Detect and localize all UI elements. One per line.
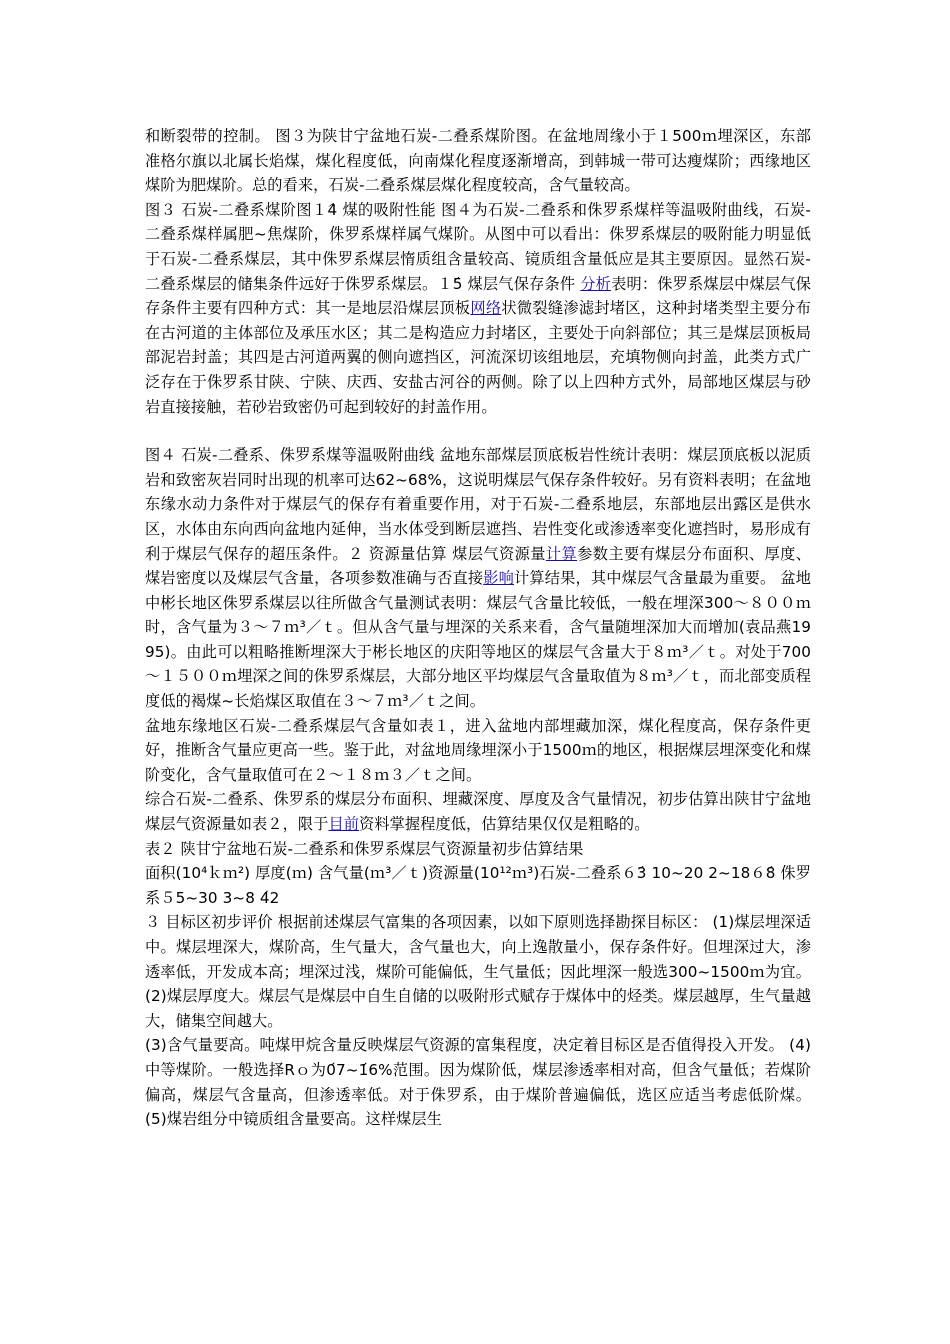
text-span: 参数主要有煤层分布面积、厚度、煤岩密度以及煤层气含量，各项参数准确与否直接 xyxy=(145,544,812,588)
link-current[interactable]: 目前 xyxy=(328,815,360,834)
text-span: 计算结果，其中煤层气含量最为重要。 盆地中彬长地区侏罗系煤层以往所做含气量测试表明：煤层气含量比较低，一般在埋深300～８００ｍ时，含气量为３～７ｍ³／ｔ。但从含气量与埋深的关系来看，含气量随埋深加大而增加(袁品燕1995)。由此可以粗略推断埋深大于彬长地区的庆阳等地区的煤层气含量大于８ｍ³／ｔ。对处于700～１５００ｍ埋深之间的侏罗系煤层，大部分地区平均煤层气含量取值为８ｍ³／ｔ，而北部变质程度低的褐煤~长焰煤区取值在３～７ｍ³／ｔ之间。 xyxy=(145,569,812,711)
link-analysis[interactable]: 分析 xyxy=(580,274,612,293)
link-network[interactable]: 网络 xyxy=(470,299,502,318)
text-span: 图３ 石炭-二叠系煤阶图１́4 煤的吸附性能 图４为石炭-二叠系和侏罗系煤样等温吸附曲线，石炭-二叠系煤样属肥~焦煤阶，侏罗系煤样属气煤阶。从图中可以看出：侏罗系煤层的吸附能力明显低于石炭-二叠系煤层，其中侏罗系煤层惰质组含量较高、镜质组含量低应是其主要原因。显然石炭-二叠系煤层的储集条件远好于侏罗系煤层。１́5 煤层气保存条件 xyxy=(145,200,811,293)
paragraph-east-margin: 盆地东缘地区石炭-二叠系煤层气含量如表１，进入盆地内部埋藏加深，煤化程度高，保存条件更好，推断含气量应更高一些。鉴于此，对盆地周缘埋深小于1500ｍ的地区，根据煤层埋深变化和煤阶变化，含气量取值可在２～１８ｍ３／ｔ之间。 xyxy=(145,716,811,784)
paragraph-gas-content: (3)含气量要高。吨煤甲烷含量反映煤层气资源的富集程度，决定着目标区是否值得投入开发。 (4)中等煤阶。一般选择Rｏ为0́7~1́6%范围。因为煤阶低，煤层渗透率相对高，但含气量低；若煤阶偏高，煤层气含量高，但渗透率低。对于侏罗系，由于煤阶普遍偏低，选区应适当考虑低阶煤。 (5)煤岩组分中镜质组含量要高。这样煤层生 xyxy=(145,1036,811,1129)
paragraph-figure4 xyxy=(145,443,811,714)
paragraph-estimate xyxy=(145,787,811,836)
paragraph-adsorption xyxy=(145,198,811,419)
text-span: 图４ 石炭-二叠系、侏罗系煤等温吸附曲线 盆地东部煤层顶底板岩性统计表明：煤层顶底板以泥质岩和致密灰岩同时出现的机率可达62~68%，这说明煤层气保存条件较好。另有资料表明；在盆地东缘水动力条件对于煤层气的保存有着重要作用，对于石炭-二叠系地层，东部地层出露区是供水区，水体由东向西向盆地内延伸，当水体受到断层遮挡、岩性变化或渗透率变化遮挡时，易形成有利于煤层气保存的超压条件。２ 资源量估算 煤层气资源量 xyxy=(145,446,811,563)
text-span: 资料掌握程度低，估算结果仅仅是粗略的。 xyxy=(359,815,650,834)
document-page xyxy=(145,124,811,1132)
table-text: 面积(10⁴ｋｍ²) 厚度(ｍ) 含气量(ｍ³／ｔ)资源量(10¹²ｍ³)石炭-二叠系６́3 10~20 2~18６́8 侏罗系５5~30 3~8 4́2 xyxy=(145,864,811,907)
paragraph-coal-rank: 和断裂带的控制。 图３为陕甘宁盆地石炭-二叠系煤阶图。在盆地周缘小于１500ｍ埋深区，东部准格尔旗以北属长焰煤，煤化程度低，向南煤化程度逐渐增高，到韩城一带可达瘦煤阶；西缘地区煤阶为肥煤阶。总的看来，石炭-二叠系煤层煤化程度较高，含气量较高。 xyxy=(145,127,811,195)
table-caption: 表２ 陕甘宁盆地石炭-二叠系和侏罗系煤层气资源量初步估算结果 xyxy=(145,839,584,858)
text-span: 状微裂缝渗滤封堵区，这种封堵类型主要分布在古河道的主体部位及承压水区；其二是构造应力封堵区，主要处于向斜部位；其三是煤层顶板局部泥岩封盖；其四是古河道两翼的侧向遮挡区，河流深切该组地层，充填物侧向封盖，此类方式广泛存在于侏罗系甘陕、宁陕、庆西、安盐古河谷的两侧。除了以上四种方式外，局部地区煤层与砂岩直接接触，若砂岩致密仍可起到较好的封盖作用。 xyxy=(145,299,812,416)
paragraph-gap xyxy=(145,419,811,443)
link-calculate[interactable]: 计算 xyxy=(545,544,578,563)
link-influence[interactable]: 影响 xyxy=(483,569,514,588)
text-span: 综合石炭-二叠系、侏罗系的煤层分布面积、埋藏深度、厚度及含气量情况，初步估算出陕甘宁盆地煤层气资源量如表２，限于 xyxy=(145,790,811,834)
text-span: 表明：侏罗系煤层中煤层气保存条件主要有四种方式：其一是地层沿煤层顶板 xyxy=(145,274,811,318)
paragraph-target-area: ３ 目标区初步评价 根据前述煤层气富集的各项因素，以如下原则选择勘探目标区： (1)煤层埋深适中。煤层埋深大，煤阶高，生气量大，含气量也大，向上逸散量小，保存条件好。但埋深过大，渗透率低，开发成本高；埋深过浅，煤阶可能偏低，生气量低；因此埋深一般选300~1500ｍ为宜。 (2)煤层厚度大。煤层气是煤层中自生自储的以吸附形式赋存于煤体中的烃类。煤层越厚，生气量越大，储集空间越大。 xyxy=(145,913,811,1030)
